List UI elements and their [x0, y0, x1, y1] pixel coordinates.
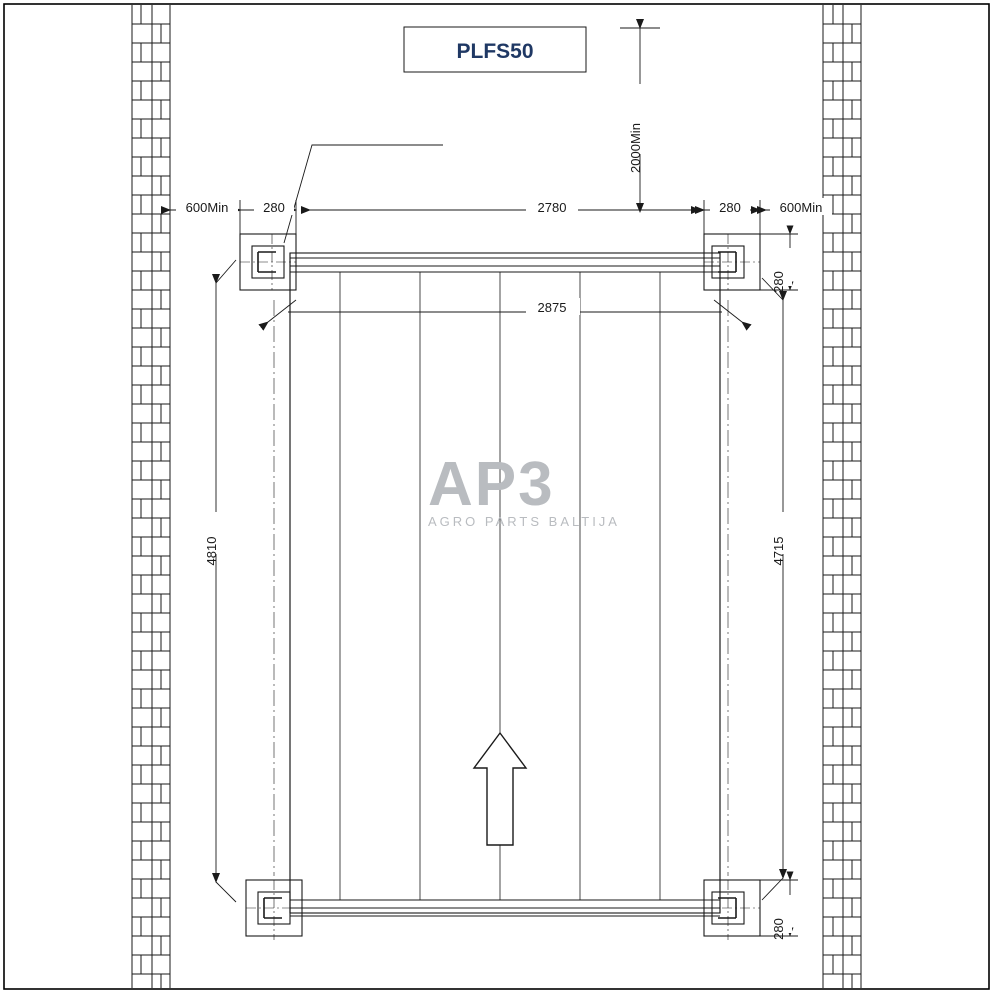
dim-post-depth-bottom: 280 [771, 918, 786, 940]
dim-left-post: 280 [263, 200, 285, 215]
dim-headroom: 2000Min [628, 123, 643, 173]
watermark [428, 450, 620, 529]
dim-right-post: 280 [719, 200, 741, 215]
corner-post-top-right [704, 234, 760, 290]
title-box [404, 27, 586, 72]
leader-line [284, 145, 443, 243]
corner-post-bottom-left [246, 880, 302, 940]
direction-arrow [474, 733, 526, 845]
watermark-main: AP3 [428, 450, 555, 519]
dim-post-depth-top: 280 [771, 271, 786, 293]
corner-post-bottom-right [704, 880, 760, 940]
drawing-title: PLFS50 [456, 40, 534, 63]
dim-left-clear: 600Min [185, 200, 229, 215]
dim-right-length: 4715 [771, 536, 786, 566]
dim-inner-span: 2875 [537, 300, 567, 315]
dim-span-top: 2780 [537, 200, 567, 215]
dim-right-clear: 600Min [779, 200, 823, 215]
watermark-sub: AGRO PARTS BALTIJA [428, 514, 620, 529]
dim-left-length: 4810 [204, 536, 219, 566]
corner-post-top-left [240, 234, 296, 290]
